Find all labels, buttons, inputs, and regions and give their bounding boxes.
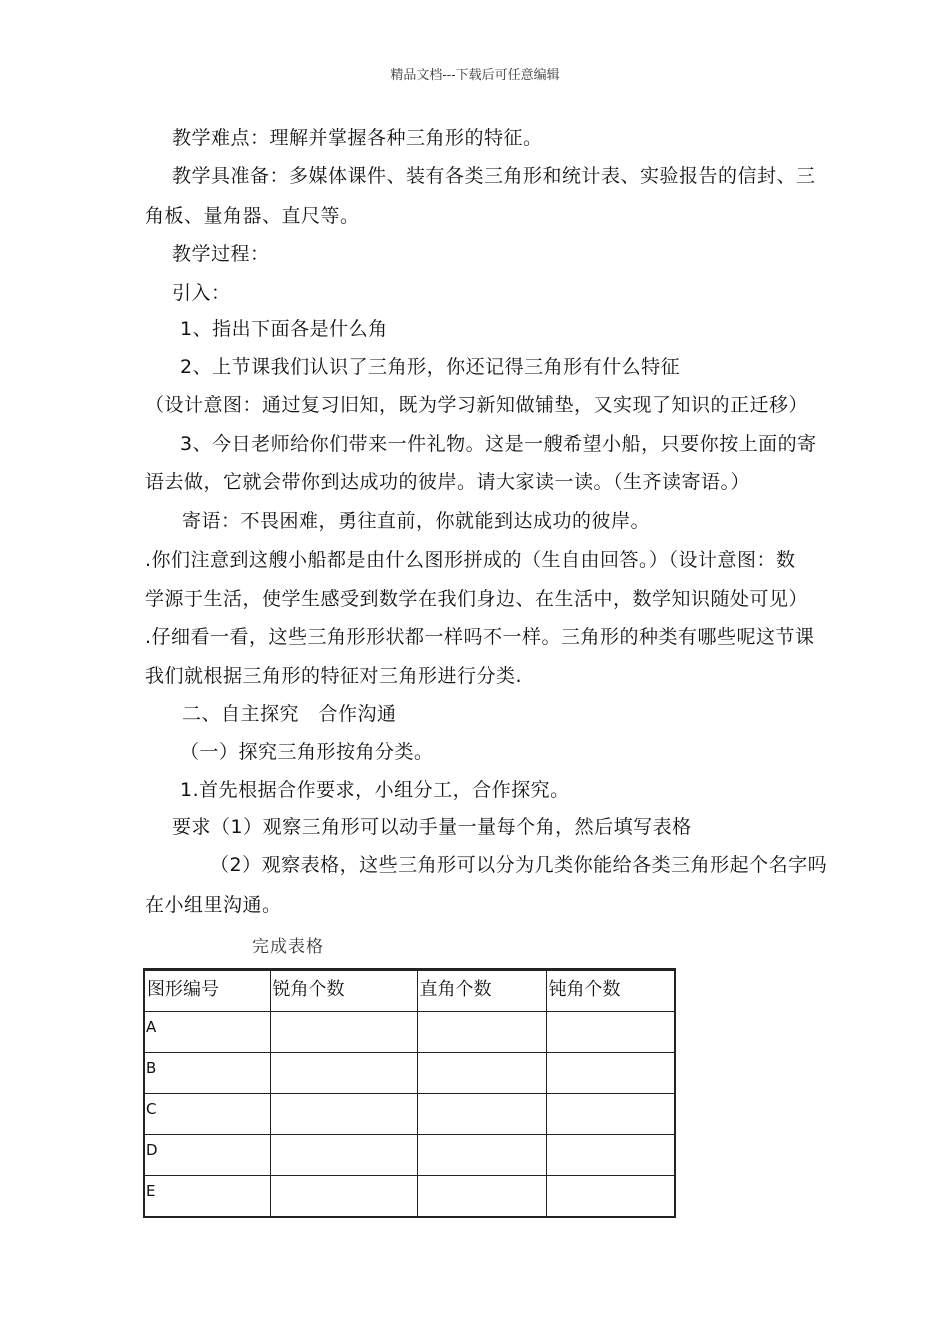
paragraph-line: （一）探究三角形按角分类。 <box>180 741 434 763</box>
page-header: 精品文档---下载后可任意编辑 <box>390 68 560 83</box>
paragraph-line: 1.首先根据合作要求，小组分工，合作探究。 <box>180 779 570 801</box>
empty-cell <box>546 1176 675 1218</box>
table-row <box>144 1053 675 1094</box>
paragraph-line: 寄语：不畏困难，勇往直前，你就能到达成功的彼岸。 <box>182 510 651 532</box>
header-cell: 图形编号 <box>144 970 270 1012</box>
header-cell: 钝角个数 <box>546 970 675 1012</box>
paragraph-line: 二、自主探究 合作沟通 <box>182 703 397 725</box>
row-label: C <box>144 1094 270 1135</box>
table-header-row <box>144 970 675 1012</box>
empty-cell <box>270 1053 417 1094</box>
empty-cell <box>417 1053 546 1094</box>
paragraph-line: 引入： <box>172 282 231 304</box>
header-cell: 锐角个数 <box>270 970 417 1012</box>
paragraph-line: 我们就根据三角形的特征对三角形进行分类. <box>145 665 523 687</box>
paragraph-line: （2）观察表格，这些三角形可以分为几类你能给各类三角形起个名字吗 <box>210 854 828 876</box>
empty-cell <box>270 1094 417 1135</box>
table-row <box>144 1012 675 1053</box>
paragraph-line: 1、指出下面各是什么角 <box>180 318 388 340</box>
paragraph-line: 角板、量角器、直尺等。 <box>145 205 360 227</box>
empty-cell <box>417 1135 546 1176</box>
paragraph-line: 教学具准备：多媒体课件、装有各类三角形和统计表、实验报告的信封、三 <box>172 165 816 187</box>
row-label: A <box>144 1012 270 1053</box>
empty-cell <box>417 1094 546 1135</box>
data-table <box>143 968 676 1218</box>
paragraph-line: 语去做，它就会带你到达成功的彼岸。请大家读一读。（生齐读寄语。） <box>145 471 751 493</box>
empty-cell <box>417 1012 546 1053</box>
paragraph-line: .仔细看一看，这些三角形形状都一样吗不一样。三角形的种类有哪些呢这节课 <box>145 626 815 648</box>
empty-cell <box>417 1176 546 1218</box>
empty-cell <box>546 1012 675 1053</box>
paragraph-line: 在小组里沟通。 <box>145 894 282 916</box>
table-row <box>144 1094 675 1135</box>
paragraph-line: 教学难点：理解并掌握各种三角形的特征。 <box>172 127 543 149</box>
empty-cell <box>270 1176 417 1218</box>
empty-cell <box>546 1135 675 1176</box>
table-row <box>144 1176 675 1218</box>
empty-cell <box>546 1053 675 1094</box>
header-cell: 直角个数 <box>417 970 546 1012</box>
row-label: D <box>144 1135 270 1176</box>
row-label: B <box>144 1053 270 1094</box>
empty-cell <box>546 1094 675 1135</box>
paragraph-line: （设计意图：通过复习旧知，既为学习新知做铺垫，又实现了知识的正迁移） <box>145 394 809 416</box>
empty-cell <box>270 1135 417 1176</box>
table-caption: 完成表格 <box>252 937 324 957</box>
paragraph-line: 学源于生活，使学生感受到数学在我们身边、在生活中，数学知识随处可见） <box>145 588 809 610</box>
table-row <box>144 1135 675 1176</box>
paragraph-line: 要求（1）观察三角形可以动手量一量每个角，然后填写表格 <box>172 816 692 838</box>
paragraph-line: .你们注意到这艘小船都是由什么图形拼成的（生自由回答。）（设计意图：数 <box>145 549 796 571</box>
row-label: E <box>144 1176 270 1218</box>
empty-cell <box>270 1012 417 1053</box>
paragraph-line: 教学过程： <box>172 243 270 265</box>
paragraph-line: 3、今日老师给你们带来一件礼物。这是一艘希望小船，只要你按上面的寄 <box>180 433 817 455</box>
paragraph-line: 2、上节课我们认识了三角形，你还记得三角形有什么特征 <box>180 356 681 378</box>
